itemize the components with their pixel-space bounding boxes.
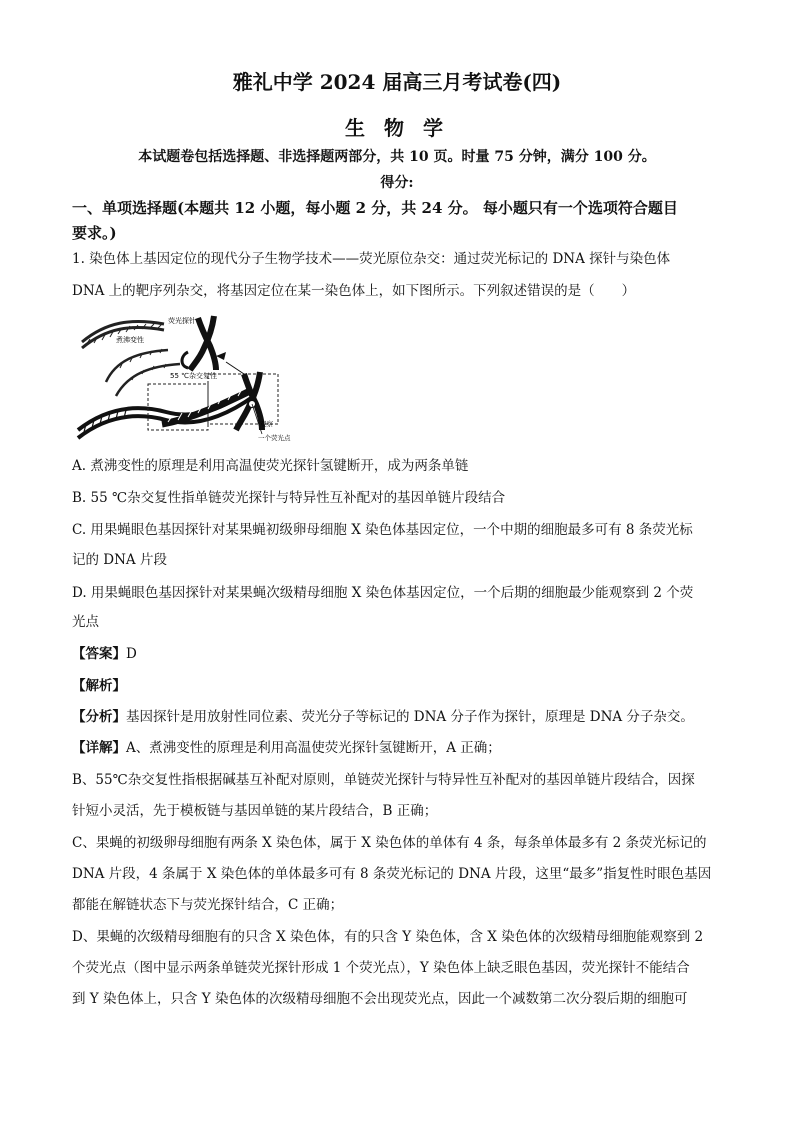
option-a: A. 煮沸变性的原理是利用高温使荧光探针氢键断开，成为两条单链 [72, 458, 469, 474]
option-d-line2: 光点 [72, 614, 99, 630]
question-stem-line2: DNA 上的靶序列杂交，将基因定位在某一染色体上，如下图所示。下列叙述错误的是（ ） [72, 283, 636, 299]
exam-title: 雅礼中学 2024 届高三月考试卷(四) [232, 70, 562, 94]
xiangjie-line [72, 738, 732, 758]
fenxi-line [72, 707, 732, 727]
analysis-heading [72, 676, 732, 696]
exam-info: 本试题卷包括选择题、非选择题两部分，共 10 页。时量 75 分钟，满分 100 分。 [138, 149, 656, 165]
section-heading-line2: 要求。) [72, 224, 117, 242]
label-renature: 55 ℃杂交复性 [170, 372, 217, 380]
label-observe: 观察 [260, 420, 273, 428]
detail-d-line2: 个荧光点（图中显示两条单链荧光探针形成 1 个荧光点），Y 染色体上缺乏眼色基因，荧光探针不能结合 [72, 960, 690, 976]
fish-diagram [76, 312, 312, 444]
xiangjie-text: A、煮沸变性的原理是利用高温使荧光探针氢键断开，A 正确； [126, 740, 501, 756]
analysis-tag: 【解析】 [72, 678, 126, 694]
label-spot: 一个荧光点 [258, 434, 291, 442]
probe-helix [82, 321, 164, 348]
answer-line [72, 644, 732, 664]
detail-c-line1: C、果蝇的初级卵母细胞有两条 X 染色体，属于 X 染色体的单体有 4 条，每条单体最多有 2 条荧光标记的 [72, 835, 707, 851]
detail-b-line2: 针短小灵活，先于模板链与基因单链的某片段结合，B 正确； [72, 803, 438, 819]
answer-tag: 【答案】 [72, 646, 126, 662]
label-probe: 荧光探针 [168, 317, 196, 325]
question-stem-line1: 1. 染色体上基因定位的现代分子生物学技术——荧光原位杂交：通过荧光标记的 DNA 探针与染色体 [72, 251, 671, 267]
subject-title: 生 物 学 [345, 116, 449, 140]
option-b: B. 55 ℃杂交复性指单链荧光探针与特异性互补配对的基因单链片段结合 [72, 490, 506, 506]
detail-d-line3: 到 Y 染色体上，只含 Y 染色体的次级精母细胞不会出现荧光点，因此一个减数第二次分裂后期的细胞可 [72, 991, 688, 1007]
section-heading [72, 196, 722, 246]
fenxi-tag: 【分析】 [72, 709, 126, 725]
detail-d-line1: D、果蝇的次级精母细胞有的只含 X 染色体，有的只含 Y 染色体，含 X 染色体的次级精母细胞能观察到 2 [72, 929, 704, 945]
detail-c-line2: DNA 片段，4 条属于 X 染色体的单体最多可有 8 条荧光标记的 DNA 片段，这里“最多”指复性时眼色基因 [72, 866, 712, 882]
arrow-to-chromosome [226, 362, 244, 374]
section-heading-line1: 一、单项选择题(本题共 12 小题，每小题 2 分，共 24 分。 每小题只有一个选项符合题目 [72, 199, 678, 217]
option-d-line1: D. 用果蝇眼色基因探针对某果蝇次级精母细胞 X 染色体基因定位，一个后期的细胞最少能观察到 2 个荧 [72, 585, 694, 601]
detail-c-line3: 都能在解链状态下与荧光探针结合，C 正确； [72, 897, 344, 913]
answer-value: D [126, 646, 137, 662]
denatured-strands [106, 349, 180, 396]
option-c-line1: C. 用果蝇眼色基因探针对某果蝇初级卵母细胞 X 染色体基因定位，一个中期的细胞最多可有 8 条荧光标 [72, 522, 693, 538]
fenxi-text: 基因探针是用放射性同位素、荧光分子等标记的 DNA 分子作为探针，原理是 DNA 分子杂交。 [126, 709, 694, 725]
option-c-line2: 记的 DNA 片段 [72, 552, 167, 568]
label-denature: 煮沸变性 [116, 336, 144, 344]
xiangjie-tag: 【详解】 [72, 740, 126, 756]
score-label: 得分: [380, 175, 414, 191]
detail-b-line1: B、55℃杂交复性指根据碱基互补配对原则，单链荧光探针与特异性互补配对的基因单链片段结合，因探 [72, 772, 695, 788]
fish-diagram-svg [76, 312, 312, 444]
